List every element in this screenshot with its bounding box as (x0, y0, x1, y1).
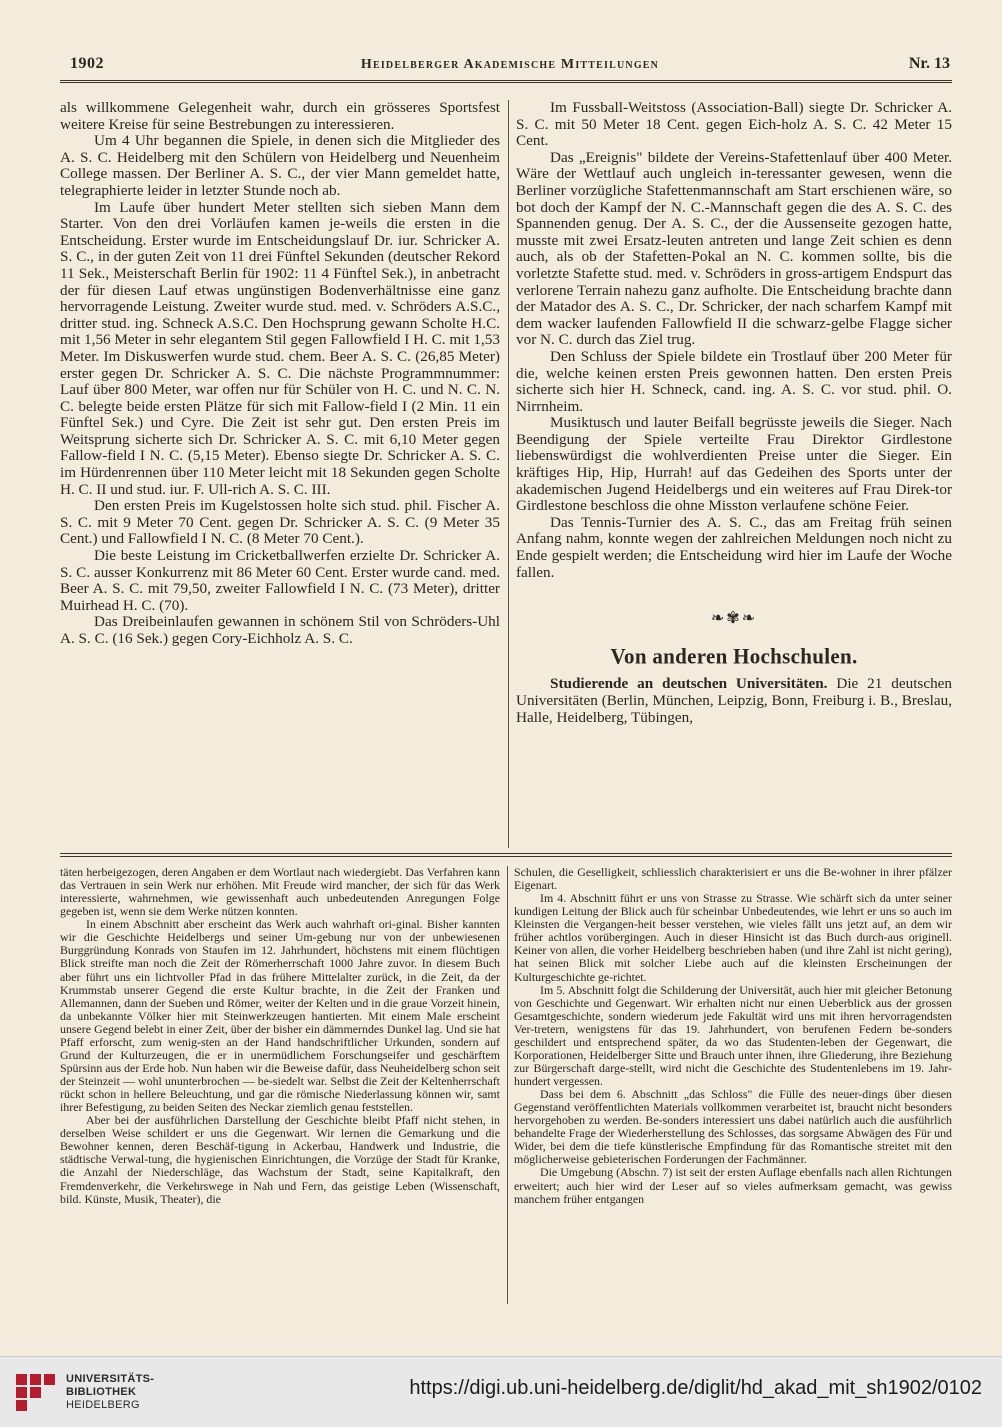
column-divider (507, 866, 508, 1304)
paragraph: Das Dreibeinlaufen gewannen in schönem Stil von Schröders-Uhl A. S. C. (16 Sek.) gegen Cory-Eichholz A. S. C. (60, 613, 500, 647)
paragraph: Das Tennis-Turnier des A. S. C., das am Freitag früh seinen Anfang nahm, konnte wegen der zahlreichen Meldungen noch nicht zu Ende gespielt werden; die Entscheidung wird hier im Laufe der Woche fallen. (516, 513, 952, 581)
paragraph: Um 4 Uhr begannen die Spiele, in denen sich die Mitglieder des A. S. C. Heidelberg mit den Schülern von Heidelberg und Neuenheim College massen. Der Berliner A. S. C., der vier Mann gemeldet hatte, telegraphierte leider in letzter Stunde noch ab. (60, 132, 500, 199)
paragraph: täten herbeigezogen, deren Angaben er dem Wortlaut nach wiedergiebt. Das Verfahren kann das Vertrauen in sein Werk nur erhöhen. Mit Freude wird mancher, der sich für das Werk interessierte, wahrnehmen, wie gewissenhaft auch unbedeutenden Anregungen Folge gegeben ist, wenn sie dem Werke nützen konnten. (60, 865, 500, 919)
paragraph: Im 4. Abschnitt führt er uns von Strasse zu Strasse. Wie schärft sich da unter seiner kundigen Leitung der Blick auch für scheinbar Unbedeutendes, wie lehrt er uns so auch im Kleinsten die Vergangen-heit besser verstehen, wie vieles fällt uns jetzt auf, an dem wir früher achtlos vorübergingen. Auch in dieser Hinsicht ist das Buch durch-aus originell. Keiner von allen, die vorher Heidelberg beschrieben haben (und ihre Zahl ist nicht gering), hat seinen Blick mit solcher Liebe auch auf die kleinsten Erscheinungen der Kulturgeschichte ge-richtet. (514, 891, 952, 984)
library-name-line: UNIVERSITÄTS- (66, 1373, 155, 1385)
column-divider (508, 100, 509, 848)
section-heading: Von anderen Hochschulen. (610, 643, 858, 669)
column-top-left (60, 100, 500, 648)
header-title: Heidelberger Akademische Mitteilungen (360, 57, 660, 72)
paragraph: Aber bei der ausführlichen Darstellung der Geschichte bleibt Pfaff nicht stehen, in derselben Weise schildert er uns die Gegenwart. Wir lernen die Gemarkung und die Bewohner kennen, deren Beschäf-tigung in Ackerbau, Handwerk und Industrie, die städtische Verwal-tung, die hygienischen Einrichtungen, die Vorzüge der Stadt für Kranke, die Anzahl der Niederschläge, das Wachstum der Stadt, seine Kapitalkraft, den Fremdenverkehr, die Verkehrswege in Nah und Fern, das geistige Leben (Wissenschaft, bild. Künste, Musik, Theater), die (60, 1113, 500, 1206)
header-issue: Nr. 13 (908, 55, 950, 72)
section-text: Die 21 deutschen Universitäten (Berlin, München, Leipzig, Bonn, Freiburg i. B., Breslau, Halle, Heidelberg, Tübingen, (516, 675, 952, 726)
permalink-url[interactable]: https://digi.ub.uni-heidelberg.de/diglit/hd_akad_mit_sh1902/0102 (409, 1377, 982, 1399)
paragraph: Den Schluss der Spiele bildete ein Trostlauf über 200 Meter für die, welche keinen ersten Preis gewonnen hatten. Den ersten Preis sicherte sich hier H. Schneck, cand. ing. A. S. C. vor stud. phil. O. Nirrnheim. (516, 347, 952, 415)
paragraph: Musiktusch und lauter Beifall begrüsste jeweils die Sieger. Nach Beendigung der Spiele verteilte Frau Direktor Girdlestone liebenswürdigst die wohlverdienten Preise unter die Sieger. Ein kräftiges Hip, Hip, Hurrah! auf das Gedeihen des Sports unter der akademischen Jugend Heidelbergs und ein weiteres auf Frau Direk-tor Girdlestone beschloss die ohne Misston verlaufene schöne Feier. (516, 414, 952, 515)
header-year: 1902 (70, 55, 104, 72)
running-header (68, 55, 952, 83)
paragraph: Den ersten Preis im Kugelstossen holte sich stud. phil. Fischer A. S. C. mit 9 Meter 70 Cent. gegen Dr. Schricker A. S. C. (9 Meter 35 Cent.) und Fallowfield I N. C. (8 Meter 70 Cent.). (60, 497, 500, 548)
section-lead: Studierende an deutschen Universitäten. (550, 675, 828, 693)
section-paragraph (516, 676, 952, 726)
library-name-line: BIBLIOTHEK (66, 1386, 137, 1398)
paragraph: Im Fussball-Weitstoss (Association-Ball) siegte Dr. Schricker A. S. C. mit 50 Meter 18 Cent. gegen Eich-holz A. S. C. 42 Meter 15 Cent. (516, 99, 952, 150)
header-rule (60, 80, 952, 83)
paragraph: Die beste Leistung im Cricketballwerfen erzielte Dr. Schricker A. S. C. ausser Konkurrenz mit 86 Meter 60 Cent. Erster wurde cand. med. Beer A. S. C. mit 79,50, zweiter Fallowfield I N. C. (73 Meter), dritter Muirhead H. C. (70). (60, 547, 500, 614)
column-bottom-left (60, 866, 500, 1206)
footer-bar (0, 1356, 1002, 1427)
paragraph: Im 5. Abschnitt folgt die Schilderung der Universität, auch hier mit gleicher Betonung von Geschichte und Gegenwart. Wir erhalten nicht nur einen Ueberblick aus der grossen Gesamtgeschichte, sondern wiederum jede Fakultät wird uns mit ihren hervorragendsten Ver-tretern, wenigstens für das 19. Jahrhundert, von berufenen Federn be-sonders geschildert und entsprechend später, da wo das Studenten-leben der Gegenwart, die Korporationen, Heidelberger Sitte und Brauch unter ihnen, ihre Gliederung, ihre Beziehung zur Bürgerschaft darge-stellt, wird nicht die Geschichte des Studentenlebens im 19. Jahr-hundert vergessen. (514, 982, 952, 1088)
paragraph: Das „Ereignis" bildete der Vereins-Stafettenlauf über 400 Meter. Wäre der Wettlauf auch ungleich in-teressanter gewesen, wenn die Berliner vorzügliche Stafettenmannschaft am Start erschienen wäre, so bot doch der Kampf der N. C.-Mannschaft gegen die des A. S. C. des Spannenden genug. Der A. S. C., der die Aussenseite gezogen hatte, musste mit zwei Ersatz-leuten antreten und lange Zeit schien es denn auch, als ob der Stafetten-Pokal an N. C. kommen sollte, bis die vorletzte Stafette stud. med. v. Schröders in gross-artigem Endspurt das verlorene Terrain nahezu ganz aufholte. Die Entscheidung brachte dann der Matador des A. S. C., Dr. Schricker, der nach scharfem Kampf mit dem wacker laufenden Fallowfield II die schwarz-gelbe Flagge sicher vor N. C. durch das Ziel trug. (516, 148, 952, 349)
paragraph: Dass bei dem 6. Abschnitt „das Schloss" die Fülle des neuer-dings über diesen Gegenstand veröffentlichten Materials vollkommen verarbeitet ist, braucht nicht besonders hervorgehoben zu werden. Be-sonders interessiert uns dabei natürlich auch die ausführlich behandelte Frage der Wiederherstellung des Schlosses, das sorgsame Abwägen des Für und Wider, bei dem die tiefe künstlerische Empfindung für das Romantische streitet mit den möglicherweise gebieterischen Forderungen der Fachmänner. (514, 1087, 952, 1167)
paragraph: Die Umgebung (Abschn. 7) ist seit der ersten Auflage ebenfalls nach allen Richtungen erweitert; auch hier wird der Leser auf so vieles aufmerksam gemacht, was gewiss manchem früher entgangen (514, 1165, 952, 1206)
paragraph: Im Laufe über hundert Meter stellten sich sieben Mann dem Starter. Von den drei Vorläufen kamen je-weils die ersten in die Entscheidung. Erster wurde im Entscheidungslauf Dr. iur. Schricker A. S. C., in der guten Zeit von 11 drei Fünftel Sekunden (deutscher Rekord 11 Sek., Meisterschaft Berlin für 1902: 11 4 Fünftel Sek.), in anbetracht der für diesen Lauf etwas ungünstigen Bodenverhältnisse eine ganz hervorragende Leistung. Zweiter wurde stud. med. v. Schröders A.S.C., dritter stud. ing. Schneck A.S.C. Den Hochsprung gewann Scholte H.C. mit 1,56 Meter in sehr elegantem Stil gegen Fallowfield I H. C. mit 1,53 Meter. Im Diskuswerfen wurde stud. chem. Beer A. S. C. (26,85 Meter) erster gegen Dr. Schricker A. S. C. Die nächste Programmnummer: Lauf über 800 Meter, war offen nur für Schüler von H. C. und N. C. N. C. belegte beide ersten Plätze für sich mit Fallow-field I (2 Min. 11 ein Fünftel Sek.) und Cyre. Die Zeit ist sehr gut. Den ersten Preis im Weitsprung sicherte sich Dr. Schricker A. S. C. mit 6,10 Meter gegen Fallow-field I N. C. (5,15 Meter). Ebenso siegte Dr. Schricker A. S. C. im Hürdenrennen über 110 Meter leicht mit 18 Sekunden gegen Scholte H. C. II und stud. iur. F. Ull-rich A. S. C. III. (60, 198, 500, 498)
section-rule (60, 853, 952, 857)
paragraph: als willkommene Gelegenheit wahr, durch ein grösseres Sportsfest weitere Kreise für seine Bestrebungen zu interessieren. (60, 99, 500, 133)
paragraph: Schulen, die Geselligkeit, schliesslich charakterisiert er uns die Be-wohner in ihrer pfälzer Eigenart. (514, 865, 952, 893)
ornament-icon: ❧✾❧ (710, 610, 758, 628)
column-top-right (516, 100, 952, 726)
column-bottom-right (514, 866, 952, 1206)
library-name (66, 1373, 154, 1412)
paragraph: In einem Abschnitt aber erscheint das Werk auch wahrhaft ori-ginal. Bisher kannten wir die Geschichte Heidelbergs und seiner Um-gebung nur von der unbewiesenen Burggründung Konrads von Staufen im 12. Jahrhundert, höchstens mit einem flüchtigen Blick streifte man noch die Zeit der Römerherrschaft 1000 Jahre zuvor. In diesem Buch aber führt uns ein lichtvoller Pfad in das frühere Mittelalter zurück, in die Zeit, da der Krummstab unserer Gegend die erste Kultur brachte, in die Zeit der Franken und Allemannen, dann der Sueben und Römer, weiter der Kelten und in die graue Vorzeit hinein, da unbekannte Völker hier mit Steinwerkzeugen hantierten. Mit einem Male erscheint unsere Gegend belebt in einer Zeit, über der bisher ein dämmerndes Dunkel lag. Und sie hat Pfaff erforscht, zum wenig-sten an der Hand handschriftlicher Urkunden, sondern auf Grund der Kulturzeugen, die er in unermüdlichem Forschungseifer und geschärftem Spürsinn aus der Erde hob. Nun haben wir die Beweise dafür, dass Neuheidelberg schon seit der Steinzeit — wohl ununterbrochen — be-siedelt war. Selbst die Zeit der Keltenherrschaft rückt schon in hellere Beleuchtung, und gar die römische Niederlassung können wir, samt ihrer Befestigung, zu beiden Seiten des Neckar ziemlich genau feststellen. (60, 917, 500, 1115)
library-logo-icon (14, 1371, 58, 1413)
library-name-line: HEIDELBERG (66, 1399, 140, 1411)
